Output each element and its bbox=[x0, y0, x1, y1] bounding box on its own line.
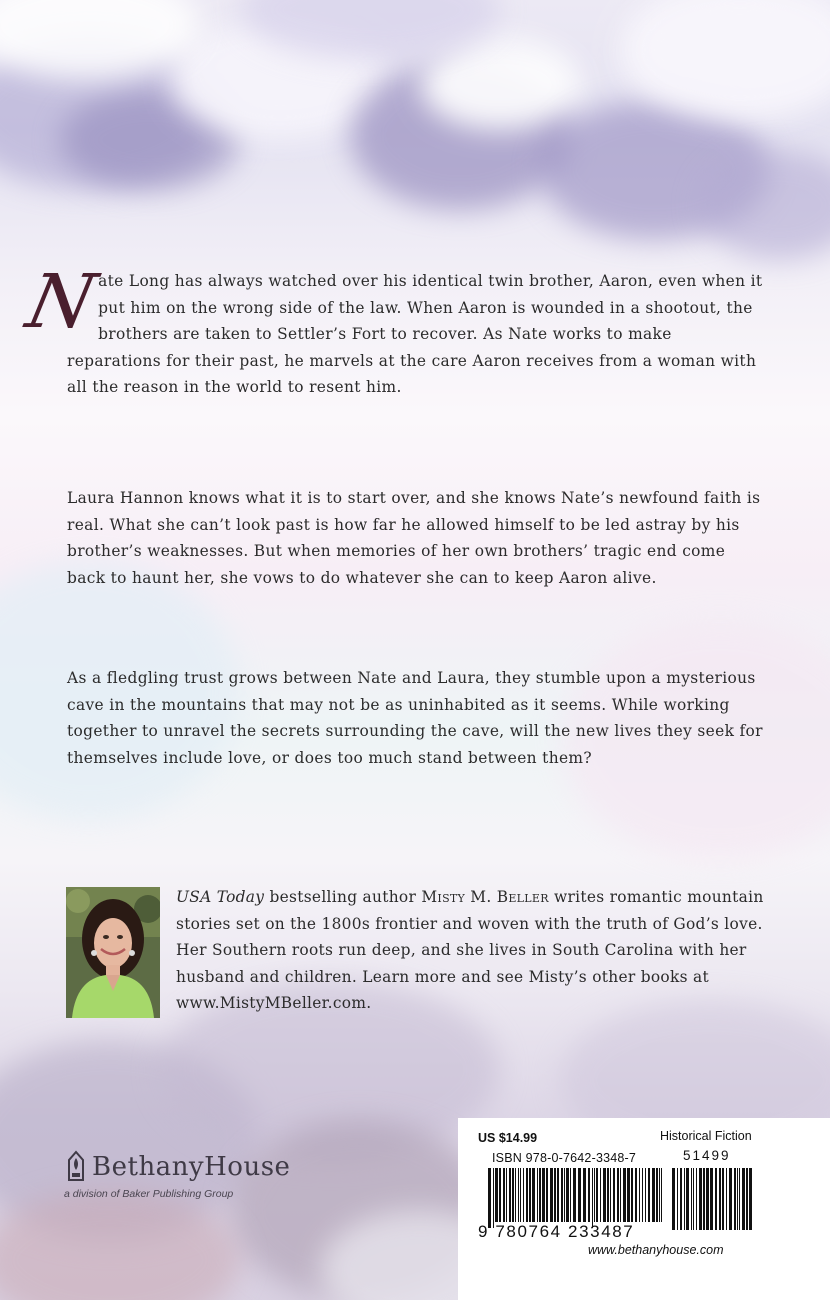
barcode-bar bbox=[613, 1168, 615, 1222]
barcode-bar bbox=[642, 1168, 643, 1222]
barcode-bar bbox=[715, 1168, 717, 1230]
isbn-label: ISBN 978-0-7642-3348-7 bbox=[492, 1151, 637, 1165]
barcode-bar bbox=[588, 1168, 590, 1222]
synopsis-paragraph-2: Laura Hannon knows what it is to start over, and she knows Nate’s newfound faith is real. What she can’t look past is how far he allowed himself to be led astray by his brother’s weaknesses. But when memories of her own brothers’ tragic end come back to haunt her, she vows to do whatever she can to keep Aaron alive. bbox=[67, 489, 761, 587]
barcode-bar bbox=[639, 1168, 640, 1222]
barcode-bar bbox=[488, 1168, 491, 1228]
price-addon-code: 51499 bbox=[683, 1148, 731, 1163]
barcode-bar bbox=[610, 1168, 611, 1222]
author-name: Misty M. Beller bbox=[421, 888, 549, 906]
barcode-bar bbox=[706, 1168, 709, 1230]
barcode-bar bbox=[561, 1168, 563, 1222]
barcode-bar bbox=[506, 1168, 507, 1222]
publisher-url: www.bethanyhouse.com bbox=[588, 1243, 724, 1257]
price-label: US $14.99 bbox=[478, 1131, 538, 1145]
barcode-bar bbox=[684, 1168, 685, 1230]
barcode-bar bbox=[546, 1168, 548, 1222]
barcode-bar bbox=[493, 1168, 494, 1228]
barcode-bar bbox=[620, 1168, 621, 1222]
barcode-bar bbox=[677, 1168, 678, 1230]
barcode-bar bbox=[652, 1168, 655, 1222]
synopsis-paragraph-1-text: ate Long has always watched over his identical twin brother, Aaron, even when it put him on the wrong side of the law. When Aaron is wounded in a shootout, the brothers are taken to Settler’s Fort to recover. As Nate works to make reparations for their past, he marvels at the care Aaron receives from a woman with all the reason in the world to resent him. bbox=[67, 272, 763, 396]
synopsis-paragraph-1 bbox=[19, 259, 767, 401]
barcode-bar bbox=[737, 1168, 738, 1230]
barcode-bar bbox=[659, 1168, 660, 1222]
publisher-name: BethanyHouse bbox=[92, 1152, 291, 1182]
barcode-bar bbox=[672, 1168, 675, 1230]
barcode-bar bbox=[734, 1168, 736, 1230]
synopsis-paragraph-3: As a fledgling trust grows between Nate and Laura, they stumble upon a mysterious cave in the mountains that may not be as uninhabited as it seems. While working together to unravel the secrets surrounding the cave, will the new lives they seek for themselves include love, or does too much stand between them? bbox=[67, 669, 763, 767]
barcode-bar bbox=[691, 1168, 692, 1230]
author-bio-text: writes romantic mountain stories set on the 1800s frontier and woven with the truth of God’s love. Her Southern roots run deep, and she lives in South Carolina with her husband and children. Learn more and see Misty’s other books at www.MistyMBeller.com. bbox=[176, 888, 764, 1013]
barcode-bar bbox=[592, 1168, 593, 1228]
barcode-bar bbox=[680, 1168, 682, 1230]
barcode-bar bbox=[596, 1168, 598, 1222]
barcode-bar bbox=[550, 1168, 553, 1222]
barcode-bar bbox=[566, 1168, 569, 1222]
barcode-bar bbox=[693, 1168, 694, 1230]
barcode-bar bbox=[739, 1168, 740, 1230]
barcode-bar bbox=[529, 1168, 531, 1222]
drop-cap-initial: N bbox=[19, 259, 104, 345]
barcode-bar bbox=[515, 1168, 516, 1222]
barcode-panel bbox=[458, 1118, 830, 1300]
barcode-bar bbox=[603, 1168, 606, 1222]
author-bio-publication: USA Today bbox=[176, 888, 265, 906]
barcode-bar bbox=[645, 1168, 646, 1222]
barcode-bar bbox=[499, 1168, 501, 1222]
barcode-bar bbox=[542, 1168, 545, 1222]
addon-barcode bbox=[672, 1168, 754, 1230]
barcode-bar bbox=[623, 1168, 626, 1222]
barcode-bar bbox=[594, 1168, 595, 1222]
barcode-bar bbox=[557, 1168, 559, 1222]
barcode-bar bbox=[537, 1168, 538, 1222]
barcode-bar bbox=[573, 1168, 576, 1222]
barcode-bar bbox=[631, 1168, 633, 1222]
barcode-bar bbox=[526, 1168, 528, 1222]
barcode-bar bbox=[570, 1168, 571, 1222]
barcode-bar bbox=[648, 1168, 650, 1222]
barcode-bar bbox=[746, 1168, 748, 1230]
ean-barcode bbox=[488, 1168, 664, 1230]
barcode-bar bbox=[635, 1168, 637, 1222]
barcode-bar bbox=[710, 1168, 713, 1230]
barcode-bar bbox=[722, 1168, 724, 1230]
barcode-bar bbox=[607, 1168, 609, 1222]
barcode-bar bbox=[719, 1168, 721, 1230]
barcode-bar bbox=[703, 1168, 705, 1230]
author-photo bbox=[66, 887, 160, 1018]
barcode-bar bbox=[617, 1168, 619, 1222]
barcode-bar bbox=[532, 1168, 535, 1222]
bethany-house-lamp-icon bbox=[64, 1150, 88, 1184]
barcode-bar bbox=[523, 1168, 524, 1222]
barcode-bar bbox=[627, 1168, 630, 1222]
barcode-digits: 9 780764 233487 bbox=[478, 1222, 635, 1241]
barcode-bar bbox=[726, 1168, 727, 1230]
barcode-bar bbox=[503, 1168, 505, 1222]
barcode-bar bbox=[742, 1168, 745, 1230]
barcode-bar bbox=[564, 1168, 565, 1222]
barcode-bar bbox=[656, 1168, 658, 1222]
barcode-bar bbox=[583, 1168, 586, 1222]
barcode-bar bbox=[520, 1168, 521, 1222]
barcode-bar bbox=[729, 1168, 732, 1230]
barcode-bar bbox=[495, 1168, 498, 1222]
barcode-bar bbox=[749, 1168, 752, 1230]
author-bio-intro: bestselling author bbox=[264, 888, 422, 906]
barcode-bar bbox=[661, 1168, 662, 1222]
author-bio bbox=[176, 884, 776, 1017]
publisher-subtitle: a division of Baker Publishing Group bbox=[64, 1188, 234, 1200]
barcode-bar bbox=[696, 1168, 697, 1230]
barcode-bar bbox=[518, 1168, 519, 1222]
barcode-bar bbox=[554, 1168, 556, 1222]
barcode-bar bbox=[600, 1168, 601, 1222]
barcode-bar bbox=[578, 1168, 581, 1222]
barcode-bar bbox=[699, 1168, 702, 1230]
barcode-bar bbox=[686, 1168, 689, 1230]
barcode-bar bbox=[512, 1168, 514, 1222]
barcode-bar bbox=[509, 1168, 511, 1222]
category-label: Historical Fiction bbox=[660, 1129, 752, 1143]
barcode-bar bbox=[539, 1168, 541, 1222]
